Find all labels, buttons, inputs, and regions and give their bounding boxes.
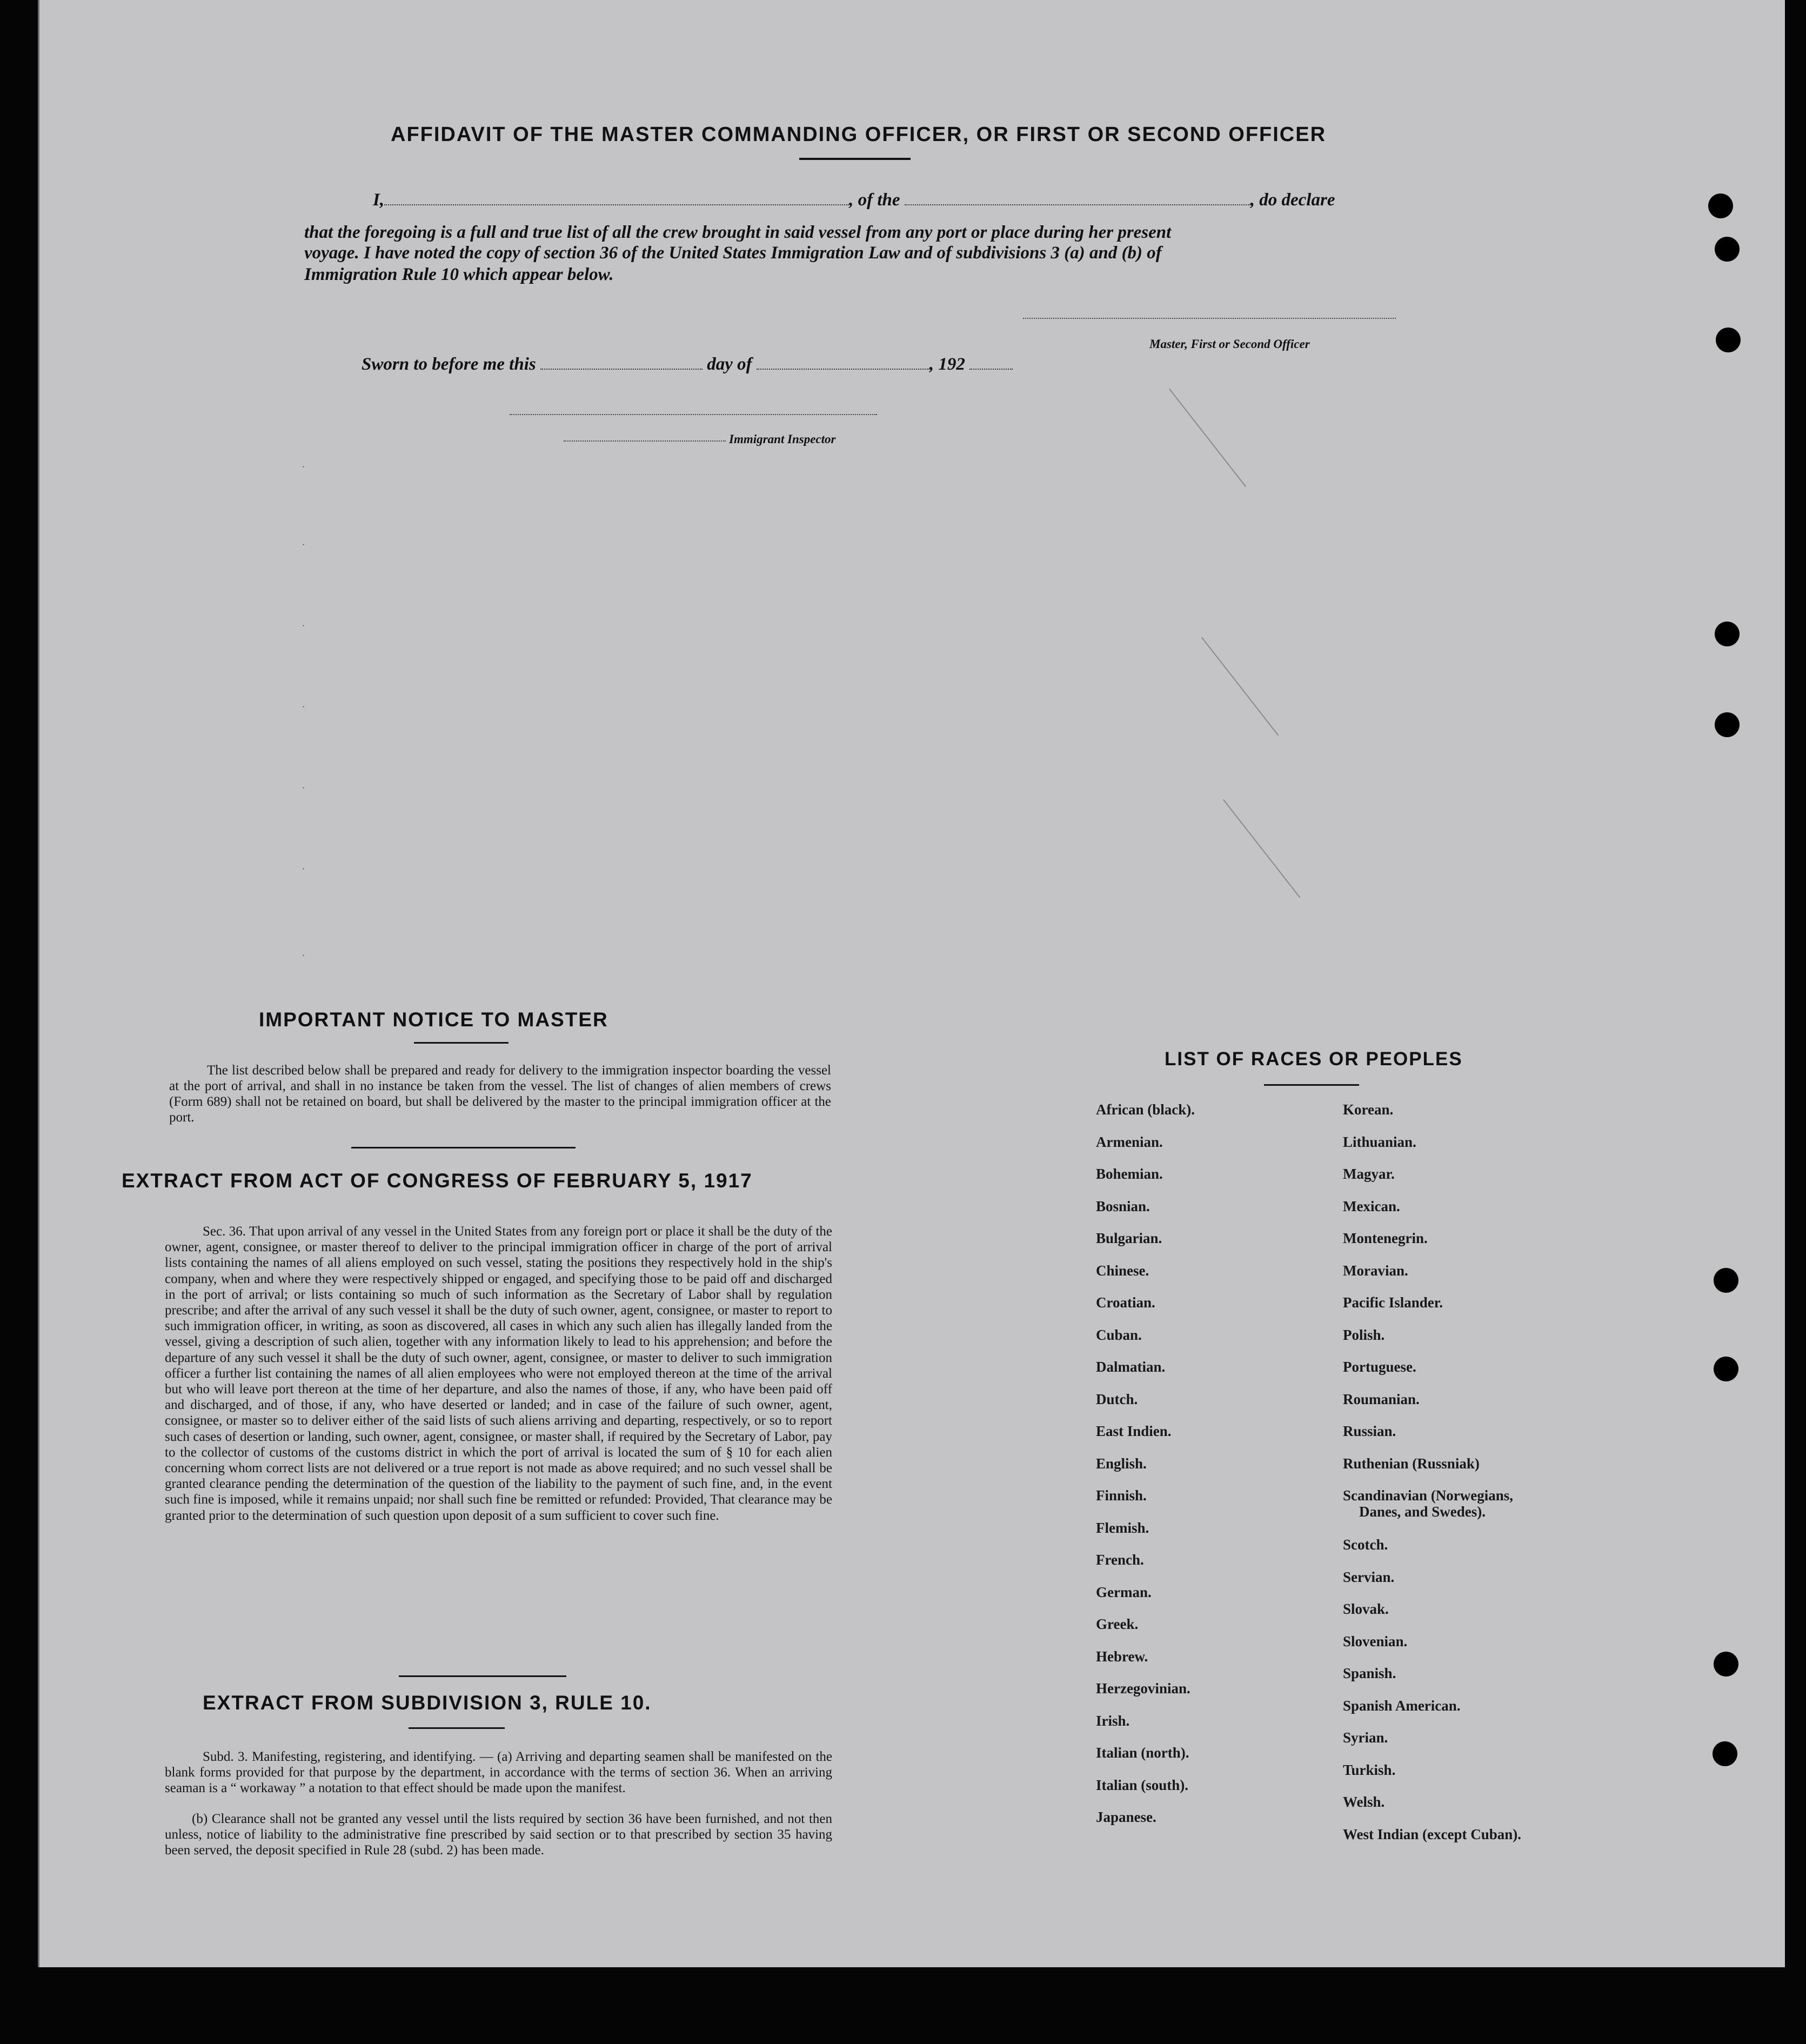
race-item: Polish. xyxy=(1343,1326,1385,1343)
race-item: Roumanian. xyxy=(1343,1391,1420,1407)
notice-title: IMPORTANT NOTICE TO MASTER xyxy=(259,1008,608,1031)
margin-dot: · xyxy=(302,540,305,550)
sworn-day-blank[interactable] xyxy=(540,355,703,370)
punch-hole xyxy=(1715,622,1740,646)
race-item: Magyar. xyxy=(1343,1166,1395,1182)
rule-extract-title: EXTRACT FROM SUBDIVISION 3, RULE 10. xyxy=(203,1692,652,1714)
affidavit-line-2: that the foregoing is a full and true list of all the crew brought in said vessel from any port or place during her present xyxy=(304,223,1172,242)
race-item: Dutch. xyxy=(1096,1391,1138,1407)
affidavit-title: AFFIDAVIT OF THE MASTER COMMANDING OFFICER, OR FIRST OR SECOND OFFICER xyxy=(391,123,1327,146)
race-item: East Indien. xyxy=(1096,1423,1172,1439)
day-of-label: day of xyxy=(707,355,752,374)
race-item: Chinese. xyxy=(1096,1262,1149,1279)
affidavit-line-4: Immigration Rule 10 which appear below. xyxy=(304,265,614,284)
race-item: Scotch. xyxy=(1343,1537,1388,1553)
margin-dot: · xyxy=(302,463,305,472)
race-item: Bulgarian. xyxy=(1096,1230,1162,1246)
rule-extract-text-a: Subd. 3. Manifesting, registering, and identifying. — (a) Arriving and departing seamen shall be manifested on the blank forms provided for that purpose by the department, in accordance with the terms of section 36. When an arriving seaman is a “ workaway ” a notation to that effect should be made upon the manifest. xyxy=(165,1749,832,1795)
margin-dot: · xyxy=(302,703,305,712)
notice-title-rule xyxy=(414,1042,509,1044)
margin-dot: · xyxy=(302,951,305,960)
races-title-rule xyxy=(1264,1084,1359,1086)
notice-end-rule xyxy=(351,1147,576,1148)
race-item: Bosnian. xyxy=(1096,1198,1150,1214)
race-item: Dalmatian. xyxy=(1096,1359,1166,1375)
punch-hole xyxy=(1708,193,1733,218)
race-item: Croatian. xyxy=(1096,1294,1155,1311)
vessel-blank[interactable] xyxy=(905,190,1250,205)
race-item: African (black). xyxy=(1096,1101,1195,1118)
race-item: Irish. xyxy=(1096,1712,1130,1729)
race-item: Italian (north). xyxy=(1096,1745,1189,1761)
sworn-label: Sworn to before me this xyxy=(362,355,536,374)
act-extract-text: Sec. 36. That upon arrival of any vessel in the United States from any foreign port or place it shall be the duty of the owner, agent, consignee, or master thereof to deliver to the principal immigration officer in charge of the port of arrival lists containing the names of all aliens employed on such vessel, stating the positions they respectively hold in the ship's company, when and where they were respectively shipped or engaged, and specifying those to be paid off and discharged in the port of arrival; or lists containing so much of such information as the Secretary of Labor shall by regulation prescribe; and after the arrival of any such vessel it shall be the duty of such owner, agent, consignee, or master to report to such immigration officer, in writing, as soon as discovered, all cases in which any such alien has illegally landed from the vessel, giving a description of such alien, together with any information likely to lead to his apprehension; and before the departure of any such vessel it shall be the duty of such owner, agent, consignee, or master to deliver to such immigration officer a further list containing the names of all alien employees who were not employed thereon at the time of the arrival but who will leave port thereon at the time of her departure, and also the names of those, if any, who have been paid off and discharged, and of those, if any, who have deserted or landed; and in case of the failure of such owner, agent, consignee, or master so to deliver either of the said lists of such aliens arriving and departing, respectively, or so to report such cases of desertion or landing, such owner, agent, consignee, or master shall, if required by the Secretary of Labor, pay to the collector of customs of the customs district in which the port of arrival is located the sum of § 10 for each alien concerning whom correct lists are not delivered or a true report is not made as above required; and no such vessel shall be granted clearance pending the determination of the question of the liability to the payment of such fine, and, in the event such fine is imposed, while it remains unpaid; nor shall such fine be remitted or refunded: Provided, That clearance may be granted prior to the determination of such question upon deposit of a sum sufficient to cover such fine. xyxy=(165,1224,832,1523)
margin-dot: · xyxy=(302,784,305,793)
margin-dot: · xyxy=(302,865,305,874)
race-item: Moravian. xyxy=(1343,1262,1408,1279)
punch-hole xyxy=(1715,237,1740,262)
race-item: Italian (south). xyxy=(1096,1776,1189,1793)
act-extract-end-rule xyxy=(399,1675,566,1677)
race-item: Hebrew. xyxy=(1096,1648,1148,1665)
bleed-through-mark xyxy=(1169,389,1246,487)
inspector-signature-line[interactable] xyxy=(510,414,877,415)
notice-text: The list described below shall be prepared and ready for delivery to the immigration inspector boarding the vessel at the port of arrival, and shall in no instance be taken from the vessel. The list of changes of alien members of crews (Form 689) shall not be retained on board, but shall be delivered by the master to the principal immigration officer at the port. xyxy=(169,1063,831,1125)
race-item: Finnish. xyxy=(1096,1487,1147,1504)
race-item: Montenegrin. xyxy=(1343,1230,1428,1246)
of-the-label: , of the xyxy=(849,190,900,210)
rule-extract-title-rule xyxy=(409,1727,505,1729)
race-item: Ruthenian (Russniak) xyxy=(1343,1455,1480,1472)
bleed-through-mark xyxy=(1223,799,1300,898)
race-item: Welsh. xyxy=(1343,1794,1385,1810)
year-label: , 192 xyxy=(929,355,965,374)
punch-hole xyxy=(1715,712,1740,737)
race-item: Bohemian. xyxy=(1096,1166,1163,1182)
race-item: Russian. xyxy=(1343,1423,1396,1439)
sworn-line xyxy=(362,355,1013,375)
race-item: Servian. xyxy=(1343,1568,1395,1585)
name-blank[interactable] xyxy=(384,190,849,205)
race-item: German. xyxy=(1096,1584,1152,1600)
race-item: Japanese. xyxy=(1096,1809,1156,1825)
rule-extract-text-b: (b) Clearance shall not be granted any vessel until the lists required by section 36 have been furnished, and not then unless, notice of liability to the administrative fine prescribed by said section or to that prescribed by section 35 having been served, the deposit specified in Rule 28 (subd. 2) has been made. xyxy=(165,1812,832,1858)
race-item: Danes, and Swedes). xyxy=(1359,1504,1486,1520)
i-label: I, xyxy=(373,190,385,210)
sworn-month-blank[interactable] xyxy=(757,355,929,370)
form-page xyxy=(38,0,1785,1967)
race-item: Korean. xyxy=(1343,1101,1394,1118)
master-signature-label: Master, First or Second Officer xyxy=(1149,337,1310,351)
race-item: English. xyxy=(1096,1455,1147,1472)
race-item: French. xyxy=(1096,1552,1144,1568)
race-item: Armenian. xyxy=(1096,1133,1163,1150)
race-item: Pacific Islander. xyxy=(1343,1294,1443,1311)
race-item: Lithuanian. xyxy=(1343,1133,1416,1150)
sworn-year-blank[interactable] xyxy=(969,355,1013,370)
punch-hole xyxy=(1714,1652,1738,1676)
race-item: Flemish. xyxy=(1096,1519,1149,1536)
race-item: Cuban. xyxy=(1096,1326,1142,1343)
affidavit-title-rule xyxy=(799,158,911,160)
race-item: Syrian. xyxy=(1343,1729,1388,1746)
bleed-through-mark xyxy=(1201,637,1279,736)
inspector-label: Immigrant Inspector xyxy=(729,432,836,446)
race-item: Scandinavian (Norwegians, xyxy=(1343,1487,1514,1504)
race-item: Mexican. xyxy=(1343,1198,1400,1214)
race-item: Spanish American. xyxy=(1343,1697,1461,1714)
races-title: LIST OF RACES OR PEOPLES xyxy=(1165,1048,1463,1070)
race-item: Greek. xyxy=(1096,1616,1139,1632)
race-item: Slovenian. xyxy=(1343,1633,1408,1649)
race-item: Spanish. xyxy=(1343,1665,1396,1681)
race-item: Herzegovinian. xyxy=(1096,1680,1190,1696)
master-signature-line[interactable] xyxy=(1023,318,1396,319)
race-item: Portuguese. xyxy=(1343,1359,1416,1375)
punch-hole xyxy=(1714,1357,1738,1381)
act-extract-title: EXTRACT FROM ACT OF CONGRESS OF FEBRUARY 5, 1917 xyxy=(122,1170,753,1192)
race-item: Slovak. xyxy=(1343,1601,1389,1617)
affidavit-line-1 xyxy=(373,190,1335,210)
race-item: Turkish. xyxy=(1343,1761,1396,1778)
race-item: West Indian (except Cuban). xyxy=(1343,1826,1522,1842)
punch-hole xyxy=(1716,328,1741,352)
punch-hole xyxy=(1714,1268,1738,1293)
punch-hole xyxy=(1713,1741,1737,1766)
margin-dot: · xyxy=(302,622,305,631)
inspector-leader-line xyxy=(564,440,726,442)
affidavit-line-3: voyage. I have noted the copy of section 36 of the United States Immigration Law and of subdivisions 3 (a) and (b) of xyxy=(304,243,1162,263)
do-declare-label: , do declare xyxy=(1250,190,1335,210)
